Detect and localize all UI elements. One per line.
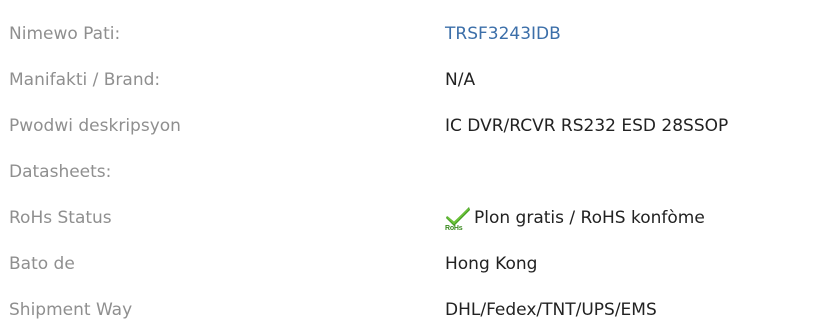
part-number-link[interactable]: TRSF3243IDB (445, 24, 561, 44)
product-spec-table (9, 11, 815, 333)
manufacturer-value: N/A (445, 70, 476, 90)
ship-from-label: Bato de (9, 254, 75, 274)
manufacturer-label: Manifakti / Brand: (9, 70, 161, 90)
rohs-status-text: Plon gratis / RoHS konfòme (474, 208, 705, 228)
spec-row-shipment (9, 287, 815, 333)
description-value: IC DVR/RCVR RS232 ESD 28SSOP (445, 116, 729, 136)
rohs-label: RoHs Status (9, 208, 112, 228)
part-number-label: Nimewo Pati: (9, 24, 121, 44)
datasheets-label: Datasheets: (9, 162, 112, 182)
shipment-label: Shipment Way (9, 300, 133, 320)
ship-from-value: Hong Kong (445, 254, 538, 274)
spec-row-description (9, 103, 815, 149)
description-label: Pwodwi deskripsyon (9, 116, 181, 136)
spec-row-datasheets (9, 149, 815, 195)
spec-row-rohs (9, 195, 815, 241)
spec-row-ship-from (9, 241, 815, 287)
rohs-value-container (445, 205, 705, 231)
rohs-badge-text: RoHs (445, 225, 463, 232)
shipment-value: DHL/Fedex/TNT/UPS/EMS (445, 300, 657, 320)
rohs-checkmark-icon (445, 205, 471, 231)
spec-row-part-number (9, 11, 815, 57)
spec-row-manufacturer (9, 57, 815, 103)
